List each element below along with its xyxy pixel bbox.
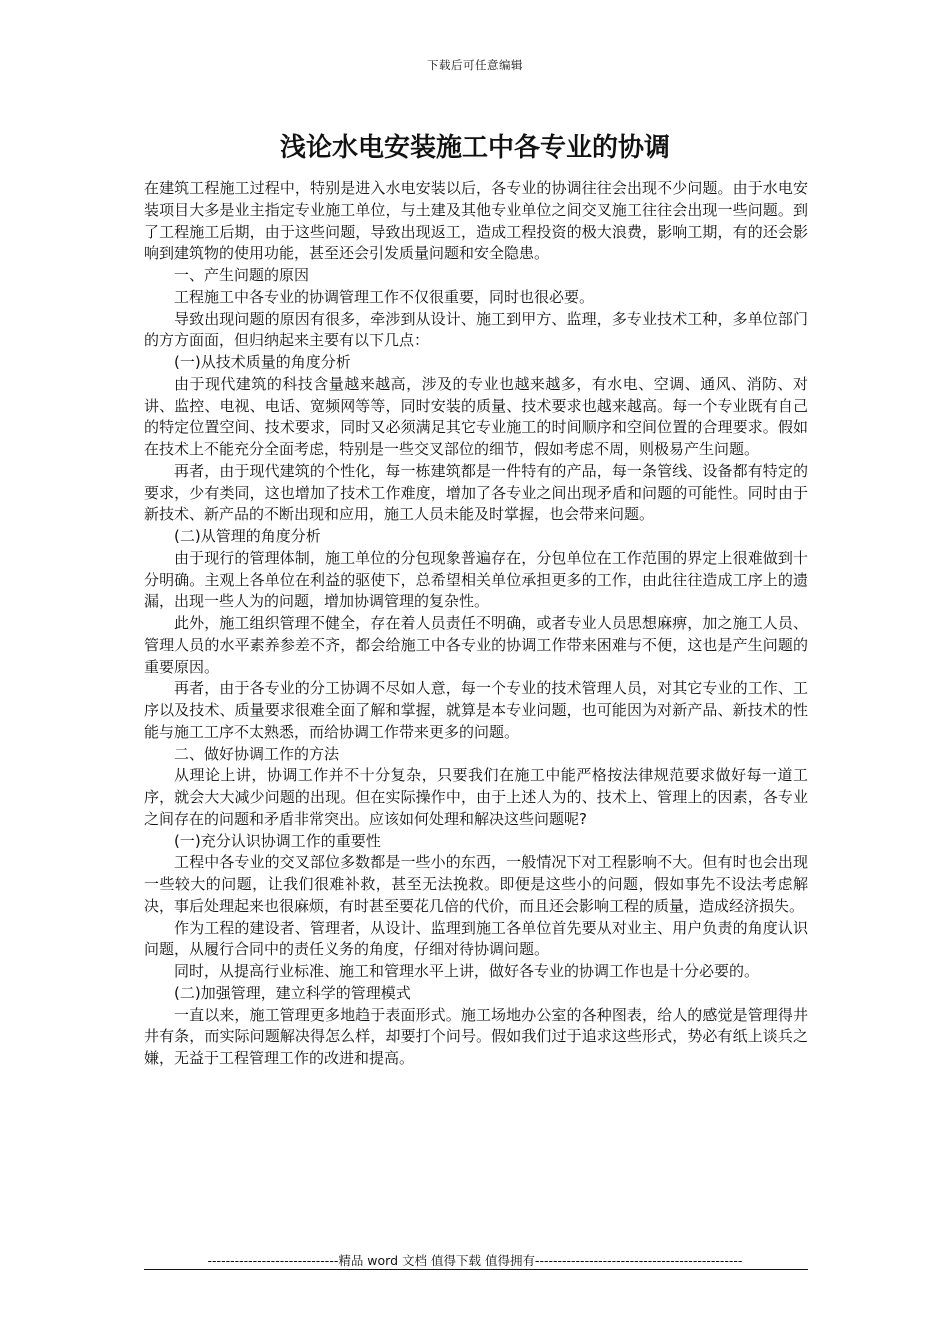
footer-banner: -----------------------------精品 word 文档 值得下载 值得拥有---------------------------------------------- — [207, 1253, 743, 1268]
paragraph: 从理论上讲，协调工作并不十分复杂，只要我们在施工中能严格按法律规范要求做好每一道工序，就会大大减少问题的出现。但在实际操作中，由于上述人为的、技术上、管理上的因素，各专业之间存在的问题和矛盾非常突出。应该如何处理和解决这些问题呢? — [144, 766, 808, 828]
section-heading: 二、做好协调工作的方法 — [174, 744, 340, 763]
paragraph: 导致出现问题的原因有很多，牵涉到从设计、施工到甲方、监理，多专业技术工种，多单位部门的方方面面，但归纳起来主要有以下几点： — [144, 309, 808, 350]
document-title: 浅论水电安装施工中各专业的协调 — [279, 133, 670, 163]
paragraph: 再者，由于现代建筑的个性化，每一栋建筑都是一件特有的产品，每一条管线、设备都有特定的要求，少有类同，这也增加了技术工作难度，增加了各专业之间出现矛盾和问题的可能性。同时由于新技术、新产品的不断出现和应用，施工人员未能及时掌握，也会带来问题。 — [144, 461, 808, 524]
paragraph: 工程施工中各专业的协调管理工作不仅很重要，同时也很必要。 — [174, 287, 595, 306]
paragraph: 同时，从提高行业标准、施工和管理水平上讲，做好各专业的协调工作也是十分必要的。 — [174, 962, 760, 980]
footer-rule — [144, 1269, 808, 1270]
subsection-heading: (二)从管理的角度分析 — [174, 527, 321, 545]
header-note: 下载后可任意编辑 — [427, 58, 523, 72]
paragraph: 作为工程的建设者、管理者，从设计、监理到施工各单位首先要从对业主、用户负责的角度认识问题，从履行合同中的责任义务的角度，仔细对待协调问题。 — [144, 918, 808, 959]
paragraph: 此外，施工组织管理不健全，存在着人员责任不明确，或者专业人员思想麻痹，加之施工人员、管理人员的水平素养参差不齐，都会给施工中各专业的协调工作带来困难与不便，这也是产生问题的重要原因。 — [144, 614, 808, 676]
section-heading: 一、产生问题的原因 — [174, 266, 310, 284]
paragraph: 工程中各专业的交叉部位多数都是一些小的东西，一般情况下对工程影响不大。但有时也会出现一些较大的问题，让我们很难补救，甚至无法挽救。即便是这些小的问题，假如事先不设法考虑解决，事后处理起来也很麻烦，有时甚至要花几倍的代价，而且还会影响工程的质量，造成经济损失。 — [144, 853, 808, 915]
document-body — [144, 178, 808, 1070]
paragraph: 由于现行的管理体制，施工单位的分包现象普遍存在，分包单位在工作范围的界定上很难做到十分明确。主观上各单位在利益的驱使下，总希望相关单位承担更多的工作，由此往往造成工序上的遗漏，出现一些人为的问题，增加协调管理的复杂性。 — [144, 548, 808, 611]
subsection-heading: (二)加强管理，建立科学的管理模式 — [174, 983, 411, 1002]
paragraph: 再者，由于各专业的分工协调不尽如人意，每一个专业的技术管理人员，对其它专业的工作、工序以及技术、质量要求很难全面了解和掌握，就算是本专业问题，也可能因为对新产品、新技术的性能与施工工序不太熟悉，而给协调工作带来更多的问题。 — [144, 679, 808, 741]
subsection-heading: (一)从技术质量的角度分析 — [174, 353, 351, 371]
intro-paragraph: 在建筑工程施工过程中，特别是进入水电安装以后，各专业的协调往往会出现不少问题。由于水电安装项目大多是业主指定专业施工单位，与土建及其他专业单位之间交叉施工往往会出现一些问题。到了工程施工后期，由于这些问题，导致出现返工，造成工程投资的极大浪费，影响工期，有的还会影响到建筑物的使用功能，甚至还会引发质量问题和安全隐患。 — [144, 179, 808, 263]
subsection-heading: (一)充分认识协调工作的重要性 — [174, 831, 381, 850]
paragraph: 由于现代建筑的科技含量越来越高，涉及的专业也越来越多，有水电、空调、通风、消防、对讲、监控、电视、电话、宽频网等等，同时安装的质量、技术要求也越来越高。每一个专业既有自己的特定位置空间、技术要求，同时又必须满足其它专业施工的时间顺序和空间位置的合理要求。假如在技术上不能充分全面考虑，特别是一些交叉部位的细节，假如考虑不周，则极易产生问题。 — [144, 374, 808, 458]
paragraph: 一直以来，施工管理更多地趋于表面形式。施工场地办公室的各种图表，给人的感觉是管理得井井有条，而实际问题解决得怎么样，却要打个问号。假如我们过于追求这些形式，势必有纸上谈兵之嫌，无益于工程管理工作的改进和提高。 — [144, 1005, 808, 1067]
